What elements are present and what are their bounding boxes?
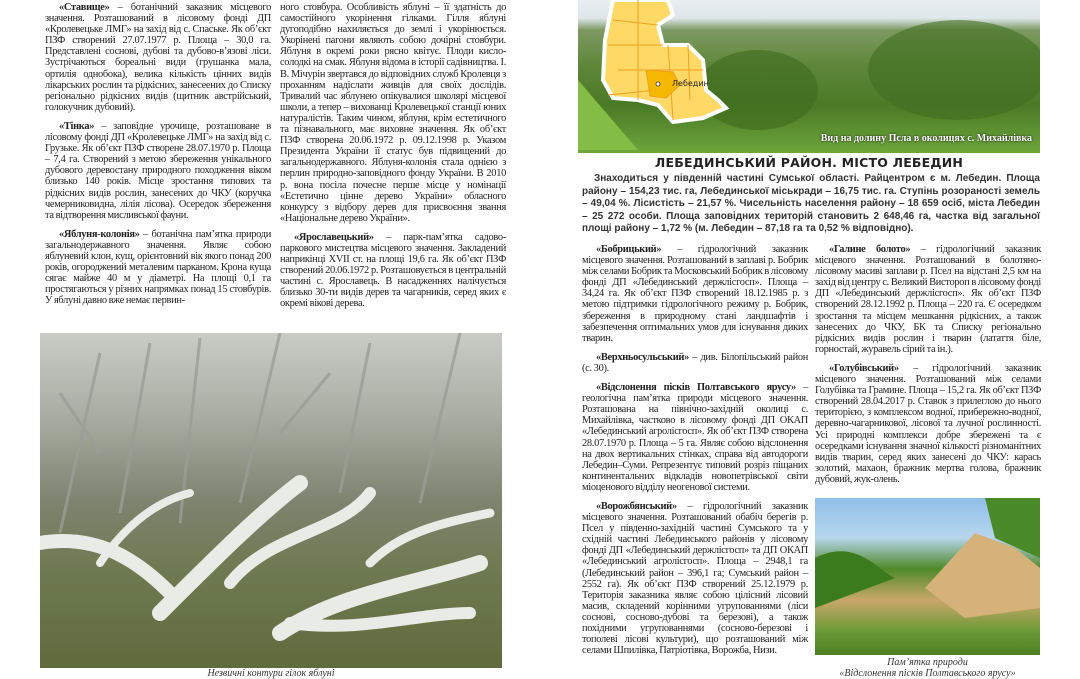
section-title: ЛЕБЕДИНСЬКИЙ РАЙОН. МІСТО ЛЕБЕДИН bbox=[654, 155, 964, 170]
valley-photo-caption: Вид на долину Псла в околицях с. Михайлівка bbox=[820, 133, 1032, 144]
entry-paragraph bbox=[45, 2, 271, 113]
entry-text: – геологічна пам’ятка природи місцевого значення. Розташована на північно-західній околиці с. Михайлівка, частково в лісовому фонді ДП ОКАП «Лебединський агролісгосп». Як об’єкт ПЗФ створена 28.07.1970 р. Площа – 5 га. Являє собою відслонення на двох вертикальних стінках, справа від автодороги Лебедин–Суми. Репрезентує типовий розріз піщаних континентальних відкладів новопетрівської світи міоценового відділу неогенової системи. bbox=[582, 382, 809, 493]
entry-paragraph bbox=[280, 232, 506, 310]
entry-paragraph bbox=[45, 121, 271, 221]
left-column-1 bbox=[45, 2, 271, 314]
entry-name: «Галине болото» bbox=[829, 244, 911, 255]
entry-text: – ботанічна пам’ятка природи загальнодержавного значення. Являє собою яблуневий клон, кущ, орієнтовний вік якого понад 200 років, огороджений металевим парканом. Крона куща сягає майже 40 м у діаметрі. На площі 0,1 га простягаються у різних напрямках понад 15 стовбурів. У яблуні давно вже немає первин- bbox=[45, 228, 271, 307]
apple-colony-caption: Незвичні контури гілок яблуні bbox=[207, 668, 335, 679]
entry-paragraph bbox=[815, 244, 1041, 355]
entry-text: – гідрологічний заказник місцевого значення. Розташований обабіч берегів р. Псел у південно-західній частині Сумського та у східній частині Лебединського районів у лісовому фонді ДП «Лебединський держлісгосп» та ДП ОКАП «Лебединський агролісгосп». Площа – 2948,1 га (Лебединський район – 396,1 га; Сумський район – 2552 га). Як об’єкт ПЗФ створений 25.12.1979 р. Територія заказника являє собою цілісний лісовий масив, складений корінними угрупованнями (ліси соснові, сосново-дубові та березові), а також похідними угрупованнями (сосново-березові і тополеві лісові культури), що розташований між селами Шпилівка, Патріотівка, Ворожба, Низи. bbox=[582, 500, 808, 657]
entry-name: «Ставище» bbox=[59, 2, 110, 13]
entry-paragraph bbox=[280, 2, 506, 224]
entry-text: ного стовбура. Особливість яблуні – її здатність до самостійного укорінення гілками. Гілля яблуні дугоподібно нахиляється до землі і укорінюється. Укорінені пагони являють собою дочірні стовбури. Яблуня в окремі роки рясно квітує. Плоди кисло-солодкі на смак. Яблуня відома в історії садівництва. І. В. Мічурін звертався до відповідних служб Кролевця з проханням надіслати живців для своїх дослідів. Тривалий час яблунею опікувалися школярі місцевої школи, а тепер – вихованці Кролевецької станції юних натуралістів. Таким чином, яблуня, крім естетичного та пізнавального, має виховне значення. Як об’єкт ПЗФ створена 20.06.1972 р. 09.12.1998 р. Указом Президента України її статус був підвищений до загальнодержавного. Яблуня-колонія стала однією з перлин природно-заповідного фонду України. В 2010 р. вона посіла почесне перше місце у номінації «Естетично цінне дерево України» обласного конкурсу з відбору дерев для присвоєння звання «Національне дерево України». bbox=[280, 2, 506, 224]
district-intro: Знаходиться у південній частині Сумської області. Райцентром є м. Лебедин. Площа району – 154,23 тис. га, Лебединської міськради – 16,75 тис. га. Ступінь розораності земель – 49,04 %. Лісистість – 21,57 %. Чисельність населення району – 18 659 осіб, міста Лебедин – 25 272 особи. Площа заповідних територій становить 2 648,46 га, частка від загальної площі району – 1,72 % (м. Лебедин – 87,18 га та 0,52 % відповідно). bbox=[582, 173, 1040, 235]
outcrop-caption-line1: Пам’ятка природи bbox=[887, 657, 968, 668]
entry-text: – парк-пам’ятка садово-паркового мистецтва місцевого значення. Закладений наприкінці XVII ст. на площі 19,6 га. Як об’єкт ПЗФ створений 20.06.1972 р. Розташовується в центральній частині с. Ярославець. В насадженнях налічується близько 30-ти видів дерев та чагарників, серед яких є окремі вікові дерева. bbox=[280, 231, 506, 310]
map-label-lebedyn: Лебедин bbox=[672, 79, 709, 88]
entry-name: «Верхньосульський» bbox=[596, 351, 689, 363]
left-column-2 bbox=[280, 2, 506, 318]
entry-text: – гідрологічний заказник місцевого значення. Розташований між селами Голубівка та Грамине. Площа – 15,2 га. Як об’єкт ПЗФ створений 28.04.2017 р. Ставок з прилеглою до нього територією, з комплексом водної, прибережно-водної, деревно-чагарникової, лісової та лучної рослинності. Усі природні комплекси добре збережені та є осередками існування значної кількості різноманітних видів тварин, серед яких занесені до ЧКУ: карась золотий, махаон, бражник мертва голова, бражник дубовий, жук-олень. bbox=[815, 362, 1041, 485]
apple-colony-photo bbox=[40, 333, 502, 668]
entry-name: «Відслонення пісків Полтавського ярусу» bbox=[596, 382, 796, 394]
sumy-oblast-map bbox=[603, 0, 726, 122]
entry-name: «Ворожбянський» bbox=[596, 500, 677, 512]
entry-name: «Бобрицький» bbox=[596, 244, 662, 255]
entry-name: «Тінка» bbox=[59, 120, 95, 132]
outcrop-caption-line2: «Відслонення пісків Полтавського ярусу» bbox=[839, 668, 1016, 679]
entry-paragraph bbox=[45, 229, 271, 307]
right-column-2 bbox=[815, 244, 1041, 493]
entry-paragraph bbox=[815, 363, 1041, 485]
entry-name: «Ярославецький» bbox=[294, 231, 374, 243]
entry-paragraph bbox=[582, 501, 808, 656]
entry-paragraph bbox=[582, 352, 808, 374]
entry-name: «Голубівський» bbox=[829, 362, 899, 374]
entry-paragraph bbox=[582, 382, 808, 493]
entry-text: – див. Білопільський район (с. 30). bbox=[582, 351, 808, 374]
title-divider bbox=[578, 150, 1040, 153]
entry-text: – гідрологічний заказник місцевого значення. Розташований в болотяно-лісовому масиві заплави р. Псел на відстані 2,5 км на захід від центру с. Великий Вистороп в лісовому фонді ДП «Лебединський держлісгосп». Як об’єкт ПЗФ створений 28.12.1992 р. Площа – 220 га. Є осередком зростання та місцем мешкання рідкісних, а також занесених до ЧКУ, БК та Списку регіонально рідкісних видів рослин і тварин (латаття біле, горностай, журавель сірий та ін.). bbox=[815, 244, 1041, 355]
psel-valley-photo bbox=[578, 0, 1040, 150]
entry-name: «Яблуня-колонія» bbox=[59, 228, 140, 240]
entry-text: – заповідне урочище, розташоване в лісовому фонді ДП «Кролевецьке ЛМГ» на захід від с. Грузьке. Як об’єкт ПЗФ створене 28.07.1970 р. Площа – 7,4 га. Створений з метою збереження унікального дубового деревостану природного походження віком близько 140 років. Місце зростання типових та рідкісних видів рослин, занесених до ЧКУ (коручка чемерниковидна, лілія лісова). Осередок збереження та відтворення мисливської фауни. bbox=[45, 120, 271, 221]
entry-text: – гідрологічний заказник місцевого значення. Розташований в заплаві р. Бобрик між селами Бобрик та Московський Бобрик в лісовому фонді ДП «Лебединський держлісгосп». Площа – 34,24 га. Як об’єкт ПЗФ створений 18.12.1985 р. з метою підтримки гідрологічного режиму р. Бобрик, збереження в природному стані ландшафтів і забезпечення оптимальних умов для існування диких тварин. bbox=[582, 244, 808, 344]
poltava-sands-outcrop-photo bbox=[815, 498, 1040, 655]
entry-text: – ботанічний заказник місцевого значення. Розташований в лісовому фонді ДП «Кролевецьке ЛМГ» на захід від с. Спаське. Як об’єкт ПЗФ створений 27.07.1977 р. Площа – 30,0 га. Представлені соснові, дубові та дубово-в’язові ліси. Зустрічаються бореальні види (грушанка мала, ортилія однобока), велика кількість цінних видів лікарських рослин та рідкісних, занесеених до Списку регіонально рідкісних видів (щитник австрійський, голокучник дубовий). bbox=[45, 2, 271, 113]
right-column-1 bbox=[582, 244, 808, 664]
entry-paragraph bbox=[582, 244, 808, 344]
